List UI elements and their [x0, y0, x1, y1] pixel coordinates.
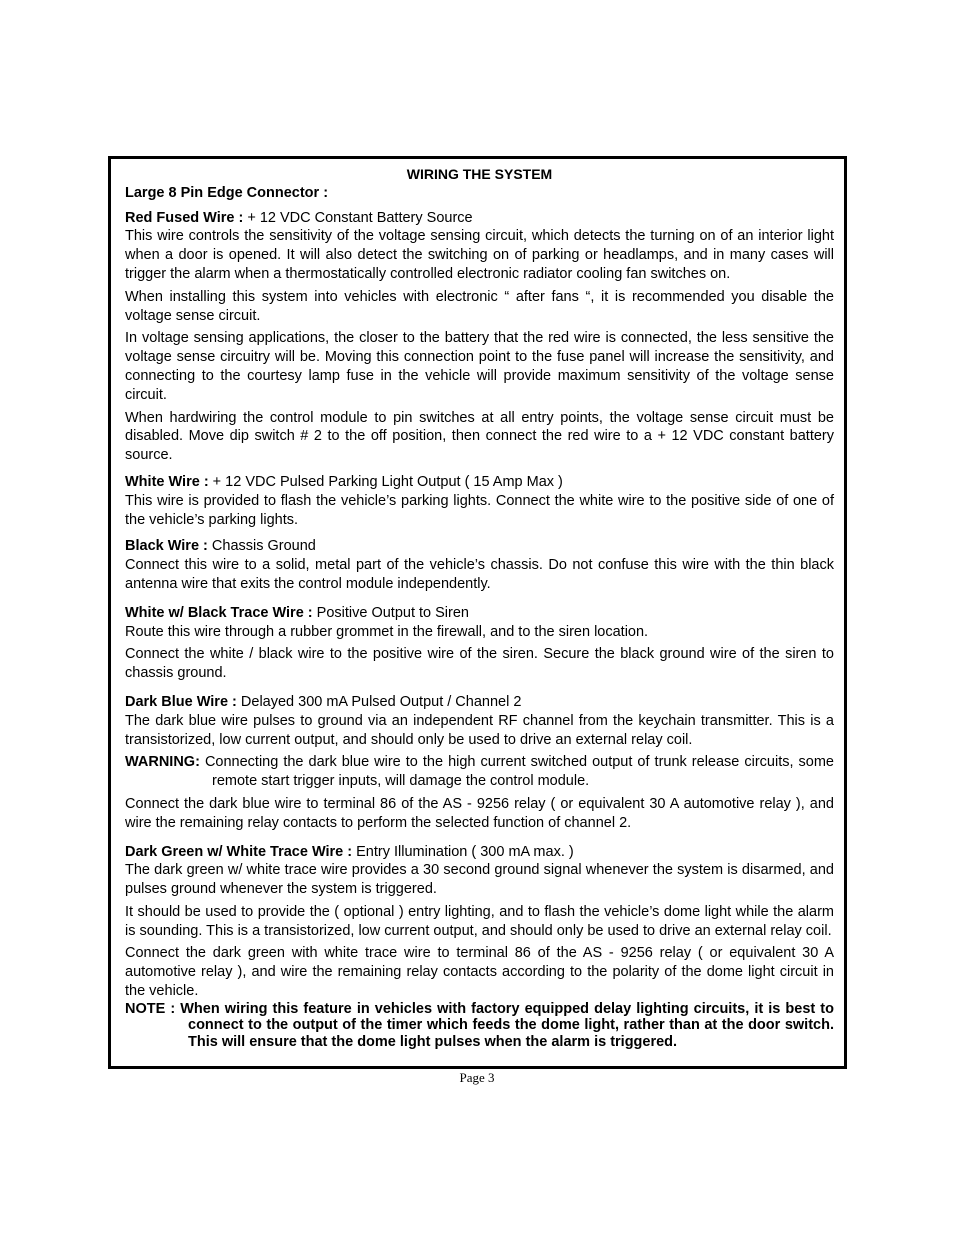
- red-wire-value: + 12 VDC Constant Battery Source: [243, 209, 473, 226]
- red-wire-label: Red Fused Wire :: [125, 209, 244, 226]
- connector-heading: Large 8 Pin Edge Connector :: [125, 184, 329, 201]
- dark-blue-wire-p2: Connect the dark blue wire to terminal 86 of the AS - 9256 relay ( or equivalent 30 A automotive relay ), and wire the remaining relay contacts to perform the selected function of channel 2.: [125, 795, 834, 831]
- dark-green-note: NOTE : When wiring this feature in vehicles with factory equipped delay lighting circuits, it is best to connect to the output of the timer which feeds the dome light, rather than at the door switch. This will ensure that the dome light pulses when the alarm is triggered.: [125, 1000, 834, 1050]
- dark-green-wire-value: Entry Illumination ( 300 mA max. ): [352, 843, 574, 860]
- dark-green-wire-section: [125, 843, 834, 899]
- red-wire-p2: When installing this system into vehicles with electronic “ after fans “, it is recommended you disable the voltage sense circuit.: [125, 288, 834, 324]
- black-wire-section: [125, 537, 834, 593]
- white-wire-p1: This wire is provided to flash the vehicle’s parking lights. Connect the white wire to the positive side of one of the vehicle’s parking lights.: [125, 492, 834, 528]
- dark-green-wire-p3: Connect the dark green with white trace wire to terminal 86 of the AS - 9256 relay ( or equivalent 30 A automotive relay ), and wire the remaining relay contacts according to the polarity of the dome light circuit in the vehicle.: [125, 945, 834, 1000]
- red-wire-p3: In voltage sensing applications, the closer to the battery that the red wire is connected, the less sensitive the voltage sense circuitry will be. Moving this connection point to the fuse panel will increase the sensitivity, and connecting to the courtesy lamp fuse in the vehicle will provide maximum sensitivity of the voltage sense circuit.: [125, 330, 834, 403]
- white-wire-label: White Wire :: [125, 473, 209, 490]
- content-frame: [108, 156, 847, 1069]
- dark-blue-wire-label: Dark Blue Wire :: [125, 693, 237, 710]
- warning-text: Connecting the dark blue wire to the high current switched output of trunk release circuits, some remote start trigger inputs, will damage the control module.: [199, 754, 834, 790]
- black-wire-label: Black Wire :: [125, 538, 208, 555]
- dark-green-wire-p1: The dark green w/ white trace wire provides a 30 second ground signal whenever the system is disarmed, and pulses ground whenever the system is triggered.: [125, 862, 834, 898]
- white-wire-section: [125, 473, 834, 529]
- white-black-wire-label: White w/ Black Trace Wire :: [125, 604, 313, 621]
- red-wire-section: [125, 209, 834, 284]
- dark-blue-wire-section: [125, 693, 834, 749]
- black-wire-p1: Connect this wire to a solid, metal part of the vehicle’s chassis. Do not confuse this wire with the thin black antenna wire that exits the control module independently.: [125, 557, 834, 592]
- dark-blue-wire-p1: The dark blue wire pulses to ground via an independent RF channel from the keychain transmitter. This is a transistorized, low current output, and should only be used to drive an external relay coil.: [125, 712, 834, 748]
- dark-blue-wire-value: Delayed 300 mA Pulsed Output / Channel 2: [236, 693, 522, 710]
- warning-label: WARNING:: [125, 754, 200, 771]
- black-wire-value: Chassis Ground: [207, 538, 316, 555]
- white-black-wire-value: Positive Output to Siren: [312, 604, 469, 621]
- white-black-wire-p1: Route this wire through a rubber grommet in the firewall, and to the siren location.: [125, 623, 649, 640]
- dark-green-wire-label: Dark Green w/ White Trace Wire :: [125, 843, 353, 860]
- dark-green-wire-p2: It should be used to provide the ( optional ) entry lighting, and to flash the vehicle’s dome light while the alarm is sounding. This is a transistorized, low current output, and should only be used to drive an external relay coil.: [125, 903, 834, 939]
- document-body: [125, 165, 834, 1050]
- page-title: WIRING THE SYSTEM: [406, 166, 553, 182]
- page-number: Page 3: [459, 1070, 495, 1085]
- red-wire-p1: This wire controls the sensitivity of the voltage sensing circuit, which detects the turning on of an interior light when a door is opened. It will also detect the switching on of parking or headlamps, and in many cases will trigger the alarm when a thermostatically controlled electronic radiator cooling fan switches on.: [125, 228, 834, 282]
- white-black-wire-p2: Connect the white / black wire to the positive wire of the siren. Secure the black ground wire of the siren to chassis ground.: [125, 646, 834, 682]
- white-black-wire-section: [125, 604, 834, 642]
- red-wire-p4: When hardwiring the control module to pin switches at all entry points, the voltage sense circuit must be disabled. Move dip switch # 2 to the off position, then connect the red wire to a + 12 VDC constant battery source.: [125, 409, 834, 464]
- dark-blue-warning: [125, 753, 834, 791]
- white-wire-value: + 12 VDC Pulsed Parking Light Output ( 15 Amp Max ): [208, 473, 563, 490]
